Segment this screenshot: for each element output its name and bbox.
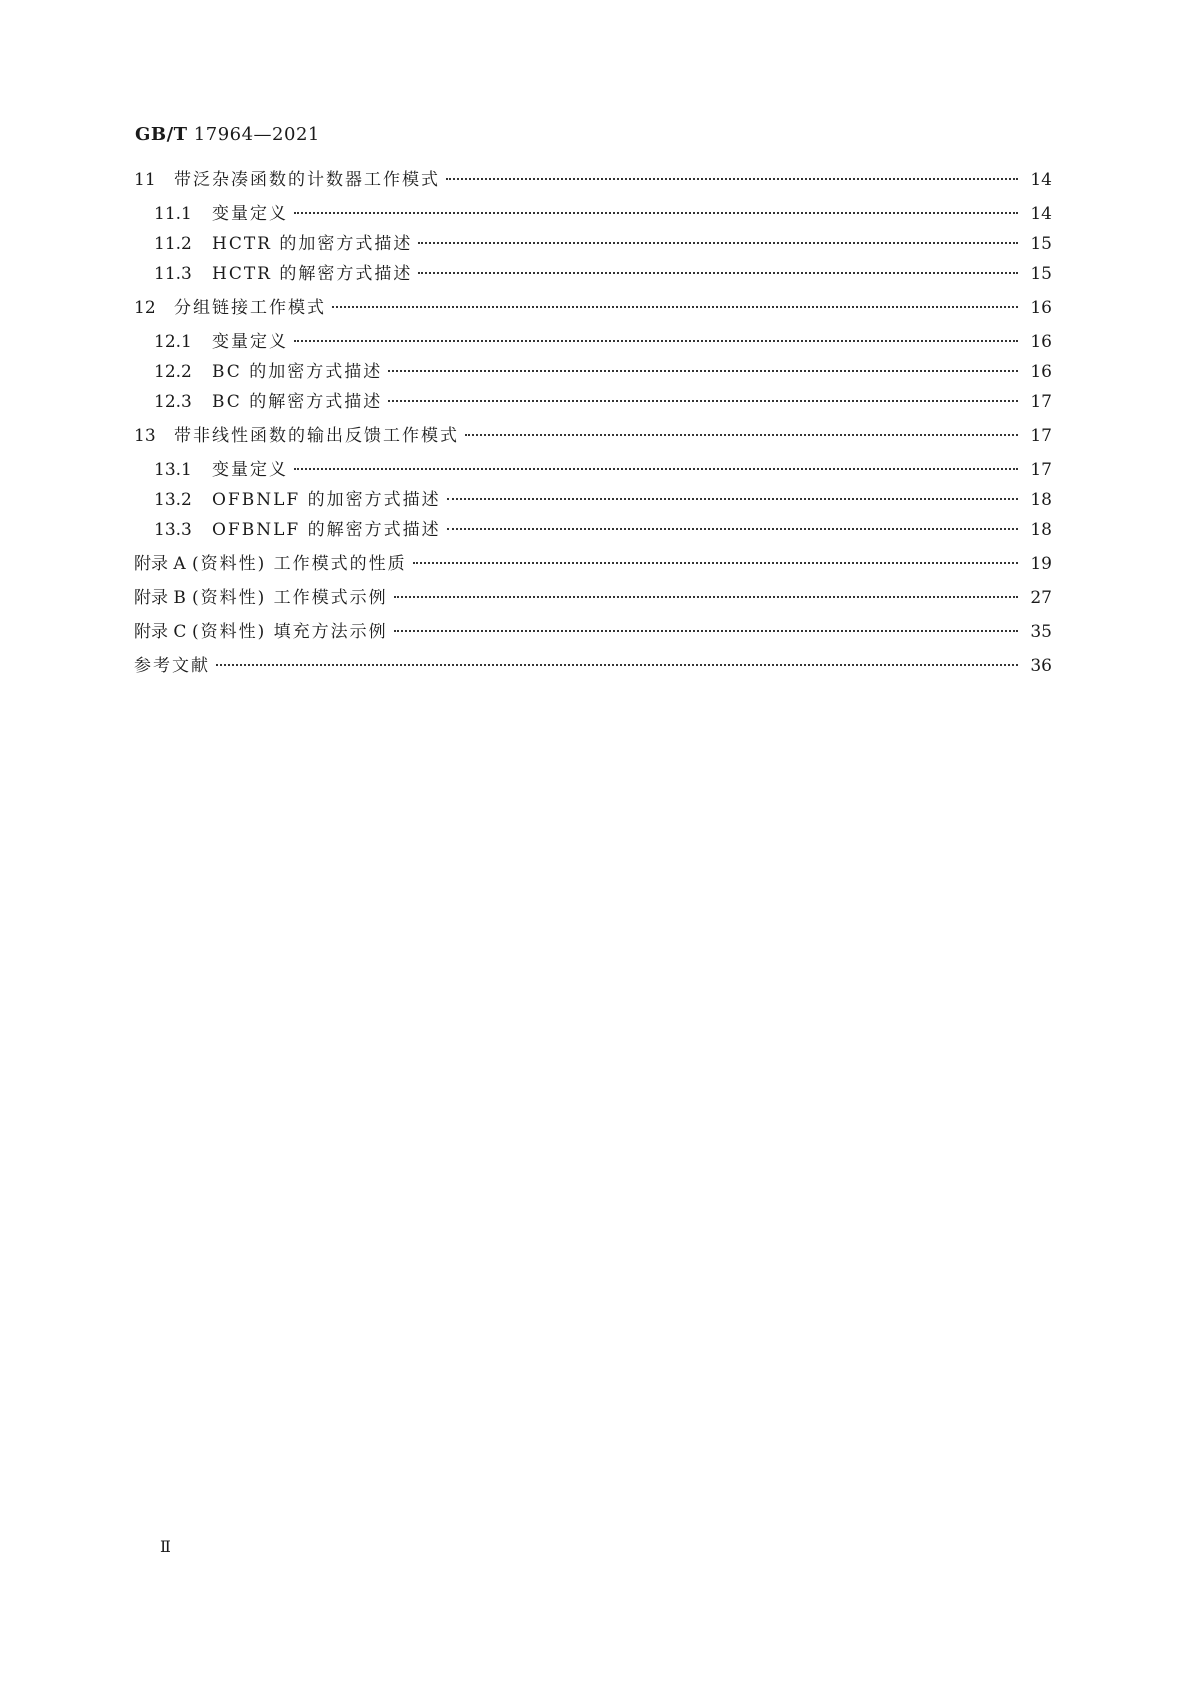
toc-leader-dots [294, 468, 1018, 470]
toc-entry-page: 35 [1030, 622, 1052, 642]
toc-entry-number: 11 [134, 170, 156, 190]
toc-entry-title: 带非线性函数的输出反馈工作模式 [174, 426, 459, 446]
toc-entry-page: 18 [1030, 520, 1052, 540]
toc-entry-number: 附录 B [134, 588, 186, 608]
toc-entry[interactable] [154, 202, 1052, 226]
toc-entry-number: 11.2 [154, 234, 192, 254]
toc-entry-number: 11.3 [154, 264, 192, 284]
toc-entry-number: 13.3 [154, 520, 192, 540]
table-of-contents [134, 0, 1052, 1684]
toc-entry-number: 12.2 [154, 362, 192, 382]
standard-number: 17964—2021 [193, 124, 320, 145]
toc-entry[interactable] [154, 390, 1052, 414]
toc-entry-page: 14 [1030, 170, 1052, 190]
toc-entry[interactable] [154, 360, 1052, 384]
toc-entry[interactable] [134, 424, 1052, 448]
toc-entry-title: BC 的加密方式描述 [212, 362, 383, 382]
toc-leader-dots [216, 664, 1018, 666]
toc-entry-page: 18 [1030, 490, 1052, 510]
toc-entry-page: 15 [1030, 264, 1052, 284]
toc-entry-annex-b[interactable] [134, 586, 1052, 610]
toc-leader-dots [465, 434, 1018, 436]
toc-entry-page: 27 [1030, 588, 1052, 608]
toc-entry-title: 变量定义 [212, 204, 288, 224]
toc-entry-page: 17 [1030, 460, 1052, 480]
toc-entry[interactable] [134, 296, 1052, 320]
toc-leader-dots [332, 306, 1018, 308]
toc-entry[interactable] [154, 330, 1052, 354]
toc-entry-number: 11.1 [154, 204, 192, 224]
toc-entry-number: 12.1 [154, 332, 192, 352]
toc-entry-page: 14 [1030, 204, 1052, 224]
toc-entry-title: (资料性) 工作模式的性质 [192, 554, 407, 574]
toc-entry[interactable] [154, 518, 1052, 542]
toc-entry-page: 16 [1030, 298, 1052, 318]
toc-entry-title: 带泛杂凑函数的计数器工作模式 [174, 170, 440, 190]
toc-entry[interactable] [154, 262, 1052, 286]
toc-leader-dots [447, 498, 1018, 500]
toc-entry[interactable] [154, 232, 1052, 256]
page-number: Ⅱ [160, 1537, 171, 1556]
toc-entry-title: 变量定义 [212, 332, 288, 352]
toc-entry-page: 15 [1030, 234, 1052, 254]
toc-leader-dots [294, 340, 1018, 342]
toc-entry-annex-a[interactable] [134, 552, 1052, 576]
toc-entry-number: 13 [134, 426, 156, 446]
toc-leader-dots [388, 400, 1018, 402]
toc-leader-dots [447, 528, 1018, 530]
toc-leader-dots [413, 562, 1018, 564]
toc-leader-dots [418, 272, 1018, 274]
toc-entry-number: 12 [134, 298, 156, 318]
toc-entry-number: 附录 C [134, 622, 187, 642]
toc-entry[interactable] [154, 488, 1052, 512]
toc-entry-number: 附录 A [134, 554, 186, 574]
toc-entry-page: 16 [1030, 362, 1052, 382]
toc-entry-title: 分组链接工作模式 [174, 298, 326, 318]
toc-entry-title: BC 的解密方式描述 [212, 392, 383, 412]
toc-entry-title: HCTR 的解密方式描述 [212, 264, 413, 284]
toc-entry-title: OFBNLF 的解密方式描述 [212, 520, 441, 540]
toc-leader-dots [394, 630, 1018, 632]
toc-leader-dots [388, 370, 1018, 372]
standard-prefix: GB/T [135, 124, 188, 145]
toc-entry-title: 变量定义 [212, 460, 288, 480]
toc-entry-page: 17 [1030, 426, 1052, 446]
toc-entry-title: 参考文献 [134, 656, 210, 676]
toc-entry-number: 12.3 [154, 392, 192, 412]
toc-entry-title: (资料性) 填充方法示例 [192, 622, 388, 642]
toc-entry-page: 17 [1030, 392, 1052, 412]
toc-entry-number: 13.2 [154, 490, 192, 510]
toc-entry-annex-c[interactable] [134, 620, 1052, 644]
toc-leader-dots [294, 212, 1018, 214]
toc-entry-page: 16 [1030, 332, 1052, 352]
toc-entry-title: OFBNLF 的加密方式描述 [212, 490, 441, 510]
toc-entry-title: (资料性) 工作模式示例 [192, 588, 388, 608]
toc-entry-page: 36 [1030, 656, 1052, 676]
toc-leader-dots [394, 596, 1018, 598]
toc-leader-dots [418, 242, 1018, 244]
toc-entry-page: 19 [1030, 554, 1052, 574]
toc-entry[interactable] [134, 168, 1052, 192]
toc-entry-bibliography[interactable] [134, 654, 1052, 678]
toc-entry-title: HCTR 的加密方式描述 [212, 234, 413, 254]
toc-entry-number: 13.1 [154, 460, 192, 480]
toc-entry[interactable] [154, 458, 1052, 482]
toc-leader-dots [446, 178, 1018, 180]
